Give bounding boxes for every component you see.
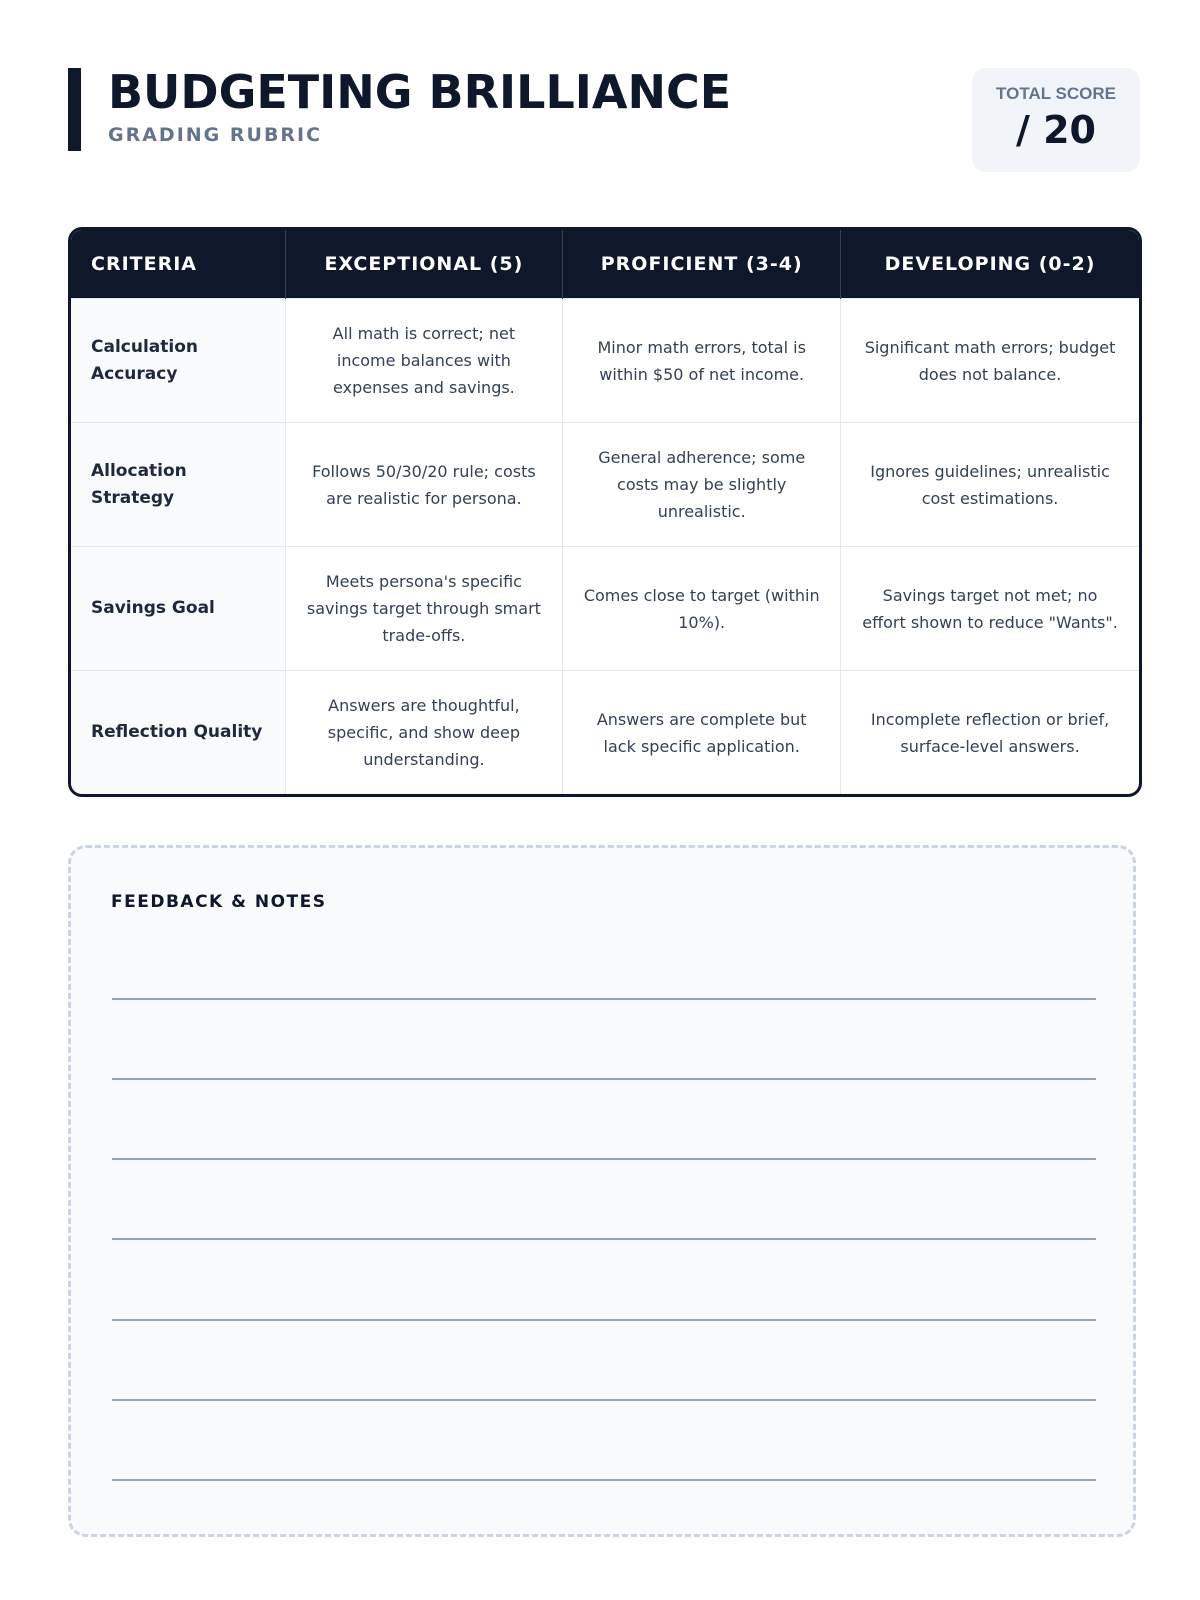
- note-line: [112, 998, 1096, 1000]
- developing-cell: Significant math errors; budget does not balance.: [841, 299, 1139, 423]
- criteria-cell: Allocation Strategy: [71, 423, 285, 547]
- criteria-cell: Reflection Quality: [71, 671, 285, 795]
- exceptional-cell: Meets persona's specific savings target through smart trade-offs.: [285, 547, 563, 671]
- column-header-proficient: PROFICIENT (3-4): [563, 230, 841, 299]
- proficient-cell: General adherence; some costs may be slightly unrealistic.: [563, 423, 841, 547]
- table-row: [71, 547, 1139, 671]
- column-header-exceptional: EXCEPTIONAL (5): [285, 230, 563, 299]
- note-line: [112, 1399, 1096, 1401]
- page-title: BUDGETING BRILLIANCE: [108, 65, 732, 119]
- page-header: [68, 65, 1140, 172]
- page-subtitle: GRADING RUBRIC: [108, 124, 323, 146]
- title-accent-bar: [68, 68, 81, 151]
- total-score-box: [972, 68, 1140, 172]
- column-header-developing: DEVELOPING (0-2): [841, 230, 1139, 299]
- note-line: [112, 1479, 1096, 1481]
- total-score-value: / 20: [1016, 108, 1096, 152]
- note-line: [112, 1078, 1096, 1080]
- criteria-cell: Savings Goal: [71, 547, 285, 671]
- feedback-notes-box: [68, 845, 1136, 1537]
- column-header-criteria: CRITERIA: [71, 230, 285, 299]
- note-line: [112, 1158, 1096, 1160]
- criteria-cell: Calculation Accuracy: [71, 299, 285, 423]
- table-row: [71, 423, 1139, 547]
- exceptional-cell: Answers are thoughtful, specific, and show deep understanding.: [285, 671, 563, 795]
- proficient-cell: Answers are complete but lack specific application.: [563, 671, 841, 795]
- total-score-label: TOTAL SCORE: [996, 84, 1116, 103]
- developing-cell: Incomplete reflection or brief, surface-level answers.: [841, 671, 1139, 795]
- table-row: [71, 299, 1139, 423]
- exceptional-cell: All math is correct; net income balances with expenses and savings.: [285, 299, 563, 423]
- note-line: [112, 1319, 1096, 1321]
- note-line: [112, 1238, 1096, 1240]
- rubric-header-row: [71, 230, 1139, 299]
- rubric-table-container: [68, 227, 1142, 797]
- rubric-table: [71, 230, 1139, 794]
- proficient-cell: Comes close to target (within 10%).: [563, 547, 841, 671]
- table-row: [71, 671, 1139, 795]
- feedback-title: FEEDBACK & NOTES: [111, 892, 327, 912]
- developing-cell: Ignores guidelines; unrealistic cost estimations.: [841, 423, 1139, 547]
- exceptional-cell: Follows 50/30/20 rule; costs are realistic for persona.: [285, 423, 563, 547]
- developing-cell: Savings target not met; no effort shown to reduce "Wants".: [841, 547, 1139, 671]
- proficient-cell: Minor math errors, total is within $50 of net income.: [563, 299, 841, 423]
